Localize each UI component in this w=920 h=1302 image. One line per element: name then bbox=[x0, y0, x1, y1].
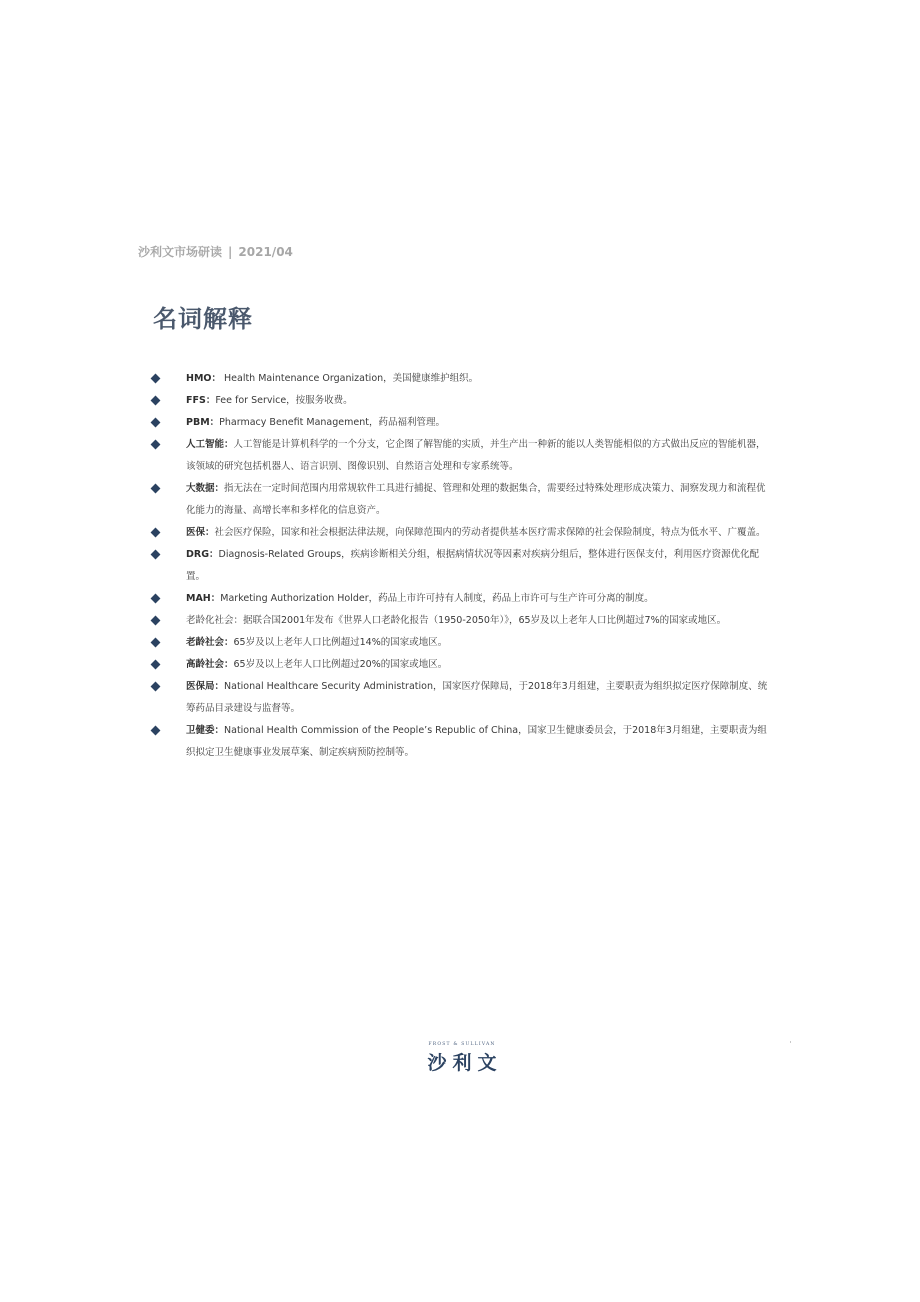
glossary-item-ffs bbox=[150, 390, 770, 412]
diamond-bullet-icon bbox=[151, 550, 161, 560]
glossary-definition: Fee for Service，按服务收费。 bbox=[215, 395, 353, 406]
diamond-bullet-icon bbox=[151, 396, 161, 406]
glossary-term: 大数据： bbox=[186, 483, 225, 494]
glossary-term: 老龄社会： bbox=[186, 637, 234, 648]
diamond-bullet-icon bbox=[151, 418, 161, 428]
glossary-definition: National Healthcare Security Administration，国家医疗保障局，于2018年3月组建，主要职责为组织拟定医疗保障制度、统筹药品目录建设与监督等。 bbox=[186, 681, 768, 714]
logo-chinese-text: 沙利文 bbox=[427, 1052, 503, 1074]
glossary-definition: 老龄化社会：据联合国2001年发布《世界人口老龄化报告（1950-2050年）》，65岁及以上老年人口比例超过7%的国家或地区。 bbox=[186, 615, 727, 626]
page-mark bbox=[790, 1041, 791, 1043]
glossary-item-big-data bbox=[150, 478, 770, 522]
diamond-bullet-icon bbox=[151, 374, 161, 384]
glossary-definition: 65岁及以上老年人口比例超过20%的国家或地区。 bbox=[233, 659, 448, 670]
glossary-term: MAH： bbox=[186, 593, 221, 604]
glossary-term: 医保局： bbox=[186, 681, 225, 692]
glossary-definition: Health Maintenance Organization，美国健康维护组织。 bbox=[220, 373, 479, 384]
glossary-definition: 65岁及以上老年人口比例超过14%的国家或地区。 bbox=[233, 637, 448, 648]
glossary-definition: Pharmacy Benefit Management，药品福利管理。 bbox=[219, 417, 445, 428]
glossary-definition: 社会医疗保险，国家和社会根据法律法规，向保障范围内的劳动者提供基本医疗需求保障的社会保险制度，特点为低水平、广覆盖。 bbox=[214, 527, 766, 538]
page-title: 名词解释 bbox=[153, 305, 253, 333]
glossary-list bbox=[150, 368, 770, 764]
diamond-bullet-icon bbox=[151, 528, 161, 538]
diamond-bullet-icon bbox=[151, 616, 161, 626]
diamond-bullet-icon bbox=[151, 638, 161, 648]
glossary-term: 医保： bbox=[186, 527, 215, 538]
header-separator: | bbox=[228, 245, 233, 259]
glossary-item-mah bbox=[150, 588, 770, 610]
glossary-item-hmo bbox=[150, 368, 770, 390]
glossary-item-aged-society bbox=[150, 632, 770, 654]
glossary-item-nhsa bbox=[150, 676, 770, 720]
logo-english-text: FROST & SULLIVAN bbox=[428, 1042, 496, 1047]
glossary-item-pbm bbox=[150, 412, 770, 434]
glossary-definition: 指无法在一定时间范围内用常规软件工具进行捕捉、管理和处理的数据集合，需要经过特殊处理形成决策力、洞察发现力和流程优化能力的海量、高增长率和多样化的信息资产。 bbox=[186, 483, 766, 516]
diamond-bullet-icon bbox=[151, 594, 161, 604]
glossary-item-aging-society bbox=[150, 610, 770, 632]
header-brand: 沙利文市场研读 bbox=[138, 245, 223, 259]
report-header bbox=[138, 243, 293, 260]
diamond-bullet-icon bbox=[151, 726, 161, 736]
glossary-term: FFS： bbox=[186, 395, 216, 406]
glossary-term: 人工智能： bbox=[186, 439, 234, 450]
diamond-bullet-icon bbox=[151, 660, 161, 670]
glossary-item-super-aged-society bbox=[150, 654, 770, 676]
header-date: 2021/04 bbox=[238, 245, 293, 259]
frost-sullivan-logo bbox=[414, 1042, 510, 1075]
glossary-definition: 人工智能是计算机科学的一个分支，它企图了解智能的实质，并生产出一种新的能以人类智能相似的方式做出反应的智能机器，该领域的研究包括机器人、语言识别、图像识别、自然语言处理和专家系统等。 bbox=[186, 439, 766, 472]
glossary-item-nhc bbox=[150, 720, 770, 764]
glossary-term: DRG： bbox=[186, 549, 219, 560]
glossary-term: HMO： bbox=[186, 373, 221, 384]
glossary-definition: Marketing Authorization Holder，药品上市许可持有人制度，药品上市许可与生产许可分离的制度。 bbox=[220, 593, 654, 604]
glossary-item-ai bbox=[150, 434, 770, 478]
glossary-term: 高龄社会： bbox=[186, 659, 234, 670]
glossary-term: 卫健委： bbox=[186, 725, 225, 736]
glossary-definition: Diagnosis-Related Groups，疾病诊断相关分组，根据病情状况等因素对疾病分组后，整体进行医保支付，利用医疗资源优化配置。 bbox=[186, 549, 760, 582]
glossary-item-medical-insurance bbox=[150, 522, 770, 544]
diamond-bullet-icon bbox=[151, 440, 161, 450]
diamond-bullet-icon bbox=[151, 682, 161, 692]
glossary-term: PBM： bbox=[186, 417, 220, 428]
glossary-item-drg bbox=[150, 544, 770, 588]
glossary-definition: National Health Commission of the People’s Republic of China，国家卫生健康委员会，于2018年3月组建，主要职责为组织拟定卫生健康事业发展草案、制定疾病预防控制等。 bbox=[186, 725, 767, 758]
diamond-bullet-icon bbox=[151, 484, 161, 494]
